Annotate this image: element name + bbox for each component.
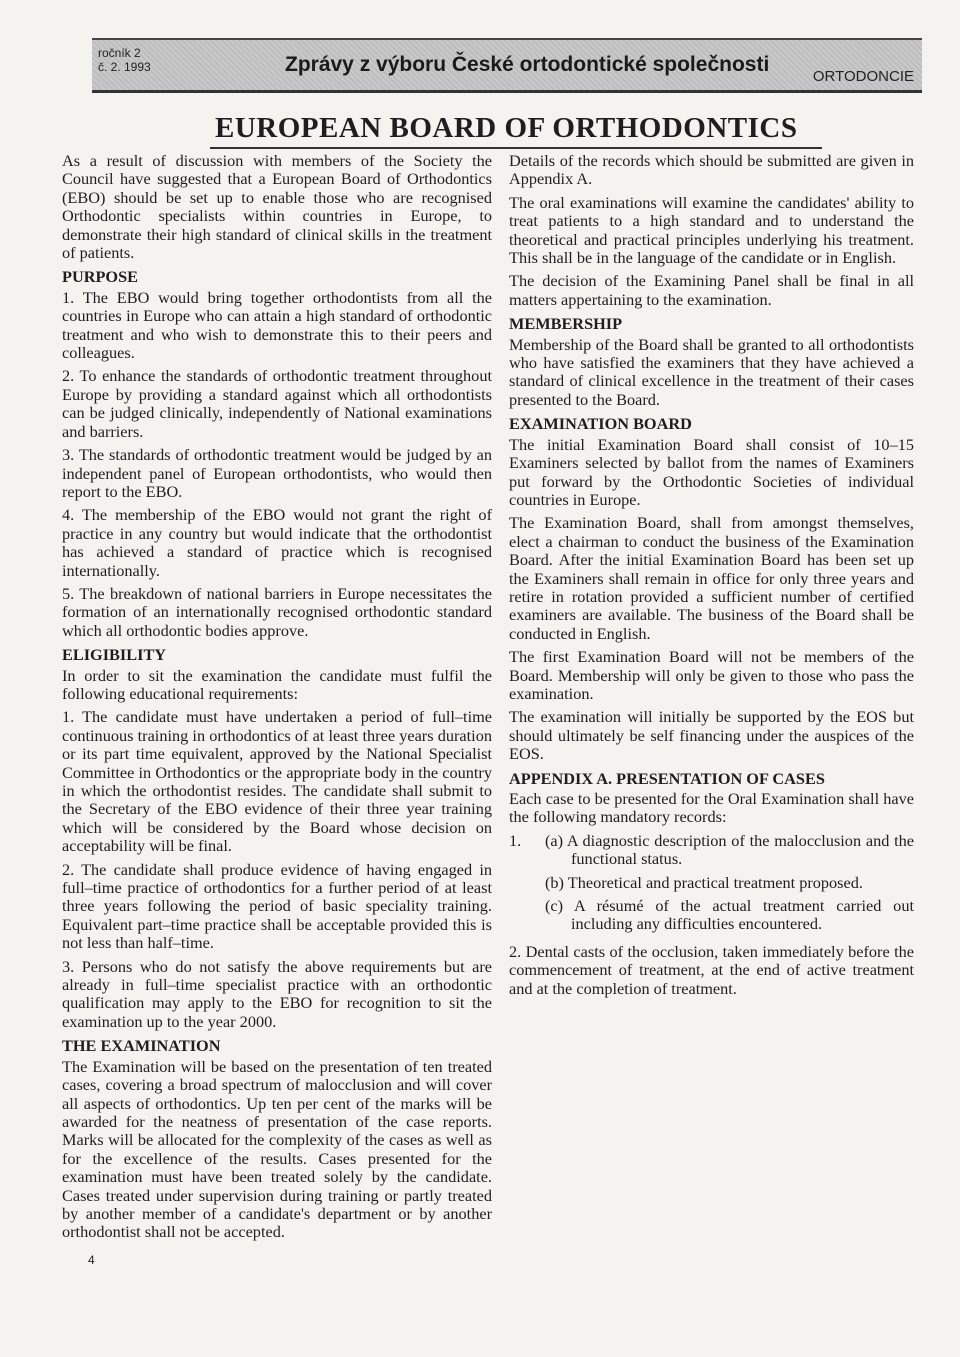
exam-board-heading: EXAMINATION BOARD [509, 414, 692, 434]
left-column [62, 152, 492, 1247]
examination-paragraph: The decision of the Examining Panel shall be final in all matters appertaining to the examination. [509, 271, 914, 309]
section-tag: ORTODONCIE [812, 68, 914, 85]
purpose-item: 3. The standards of orthodontic treatment would be judged by an independent panel of European orthodontists, who would then report to the EBO. [62, 445, 492, 501]
examination-paragraph: Details of the records which should be submitted are given in Appendix A. [509, 151, 914, 189]
page-number: 4 [88, 1253, 95, 1267]
purpose-item: 4. The membership of the EBO would not grant the right of practice in any country but would indicate that the orthodontist has achieved a standard of practice which is recognised internationally. [62, 505, 492, 580]
appendix-subitem: (b) Theoretical and practical treatment proposed. [545, 872, 863, 892]
right-column [509, 152, 914, 1003]
exam-board-paragraph: The first Examination Board will not be members of the Board. Membership will only be given to those who pass the examination. [509, 647, 914, 703]
appendix-item-number: 1. [509, 830, 522, 850]
appendix-item-2: 2. Dental casts of the occlusion, taken immediately before the commencement of treatment, at the end of active treatment and at the completion of treatment. [509, 941, 914, 998]
membership-paragraph: Membership of the Board shall be granted to all orthodontists who have satisfied the examiners that they have achieved a standard of clinical excellence in the treatment of their cases presented to the Board. [509, 334, 914, 409]
issue-label [98, 46, 151, 74]
journal-title: Zprávy z výboru České ortodontické společnosti [285, 53, 770, 76]
appendix-subitem: (c) A résumé of the actual treatment carried out including any difficulties encountered. [545, 896, 914, 934]
appendix-heading: APPENDIX A. PRESENTATION OF CASES [509, 768, 825, 788]
examination-heading: THE EXAMINATION [62, 1036, 221, 1056]
article-title: EUROPEAN BOARD OF ORTHODONTICS [215, 112, 798, 144]
appendix-subitem: (a) A diagnostic description of the malocclusion and the functional status. [545, 830, 914, 869]
title-divider [210, 147, 822, 149]
appendix-intro: Each case to be presented for the Oral Examination shall have the following mandatory records: [509, 789, 914, 827]
exam-board-paragraph: The examination will initially be supported by the EOS but should ultimately be self financing under the auspices of the EOS. [509, 707, 914, 764]
purpose-heading: PURPOSE [62, 267, 138, 287]
eligibility-item: 3. Persons who do not satisfy the above requirements but are already in full–time specialist practice with an orthodontic qualification may apply to the EBO for recognition to sit the examination up to the year 2000. [62, 956, 492, 1031]
exam-board-paragraph: The Examination Board, shall from amongst themselves, elect a chairman to conduct the business of the Examination Board. After the initial Examination Board has been set up the Examiners shall remain in office for only three years and retire in rotation provided a sufficient number of certified examiners are available. The business of the Board shall be conducted in English. [509, 513, 914, 643]
membership-heading: MEMBERSHIP [509, 314, 623, 334]
purpose-item: 2. To enhance the standards of orthodontic treatment throughout Europe by providing a standard against which all orthodontists can be judged clinically, independently of National examinations and barriers. [62, 366, 492, 441]
eligibility-item: 1. The candidate must have undertaken a period of full–time continuous training in orthodontics of at least three years duration or its part time equivalent, approved by the National Specialist Committee in Orthodontics or the appropriate body in the country in which the orthodontist resides. The candidate shall submit to the Secretary of the EBO evidence of their three year training which will be considered by the Board whose decision on acceptability will be final. [62, 707, 492, 856]
intro-paragraph: As a result of discussion with members of the Society the Council have suggested that a European Board of Orthodontics (EBO) should be set up to enable those who are recognised Orthodontic specialists within countries in Europe, to demonstrate their high standard of clinical skills in the treatment of patients. [62, 151, 492, 263]
examination-paragraph: The Examination will be based on the presentation of ten treated cases, covering a broad spectrum of malocclusion and will cover all aspects of orthodontics. Up ten per cent of the marks will be awarded for the neatness of presentation of the case reports. Marks will be allocated for the complexity of the cases as well as for the excellence of the results. Cases presented for the examination must have been treated solely by the candidate. Cases treated under supervision during training or partly treated by another member of a candidate's department or by another orthodontist shall not be accepted. [62, 1056, 492, 1242]
examination-paragraph: The oral examinations will examine the candidates' ability to treat patients to a high standard and to understand the theoretical and practical principles underlying his treatment. This shall be in the language of the candidate or in English. [509, 192, 914, 268]
eligibility-heading: ELIGIBILITY [62, 645, 167, 665]
purpose-item: 1. The EBO would bring together orthodontists from all the countries in Europe who can attain a high standard of orthodontic treatment and who wish to demonstrate this to their peers and colleagues. [62, 287, 492, 363]
eligibility-intro: In order to sit the examination the candidate must fulfil the following educational requirements: [62, 665, 492, 703]
exam-board-paragraph: The initial Examination Board shall consist of 10–15 Examiners selected by ballot from the names of Examiners put forward by the Orthodontic Societies of individual countries in Europe. [509, 434, 914, 509]
volume-text: ročník 2 [98, 46, 141, 60]
issue-number-text: č. 2. 1993 [98, 60, 151, 74]
eligibility-item: 2. The candidate shall produce evidence of having engaged in full–time practice of orthodontics for a further period of at least three years following the period of basic speciality training. Equivalent part–time practice shall be acceptable provided this is not less than half–time. [62, 859, 492, 953]
purpose-item: 5. The breakdown of national barriers in Europe necessitates the formation of an internationally recognised orthodontic standard which all orthodontic bodies approve. [62, 583, 492, 640]
journal-header-band [92, 38, 922, 93]
appendix-item-1 [509, 832, 914, 939]
